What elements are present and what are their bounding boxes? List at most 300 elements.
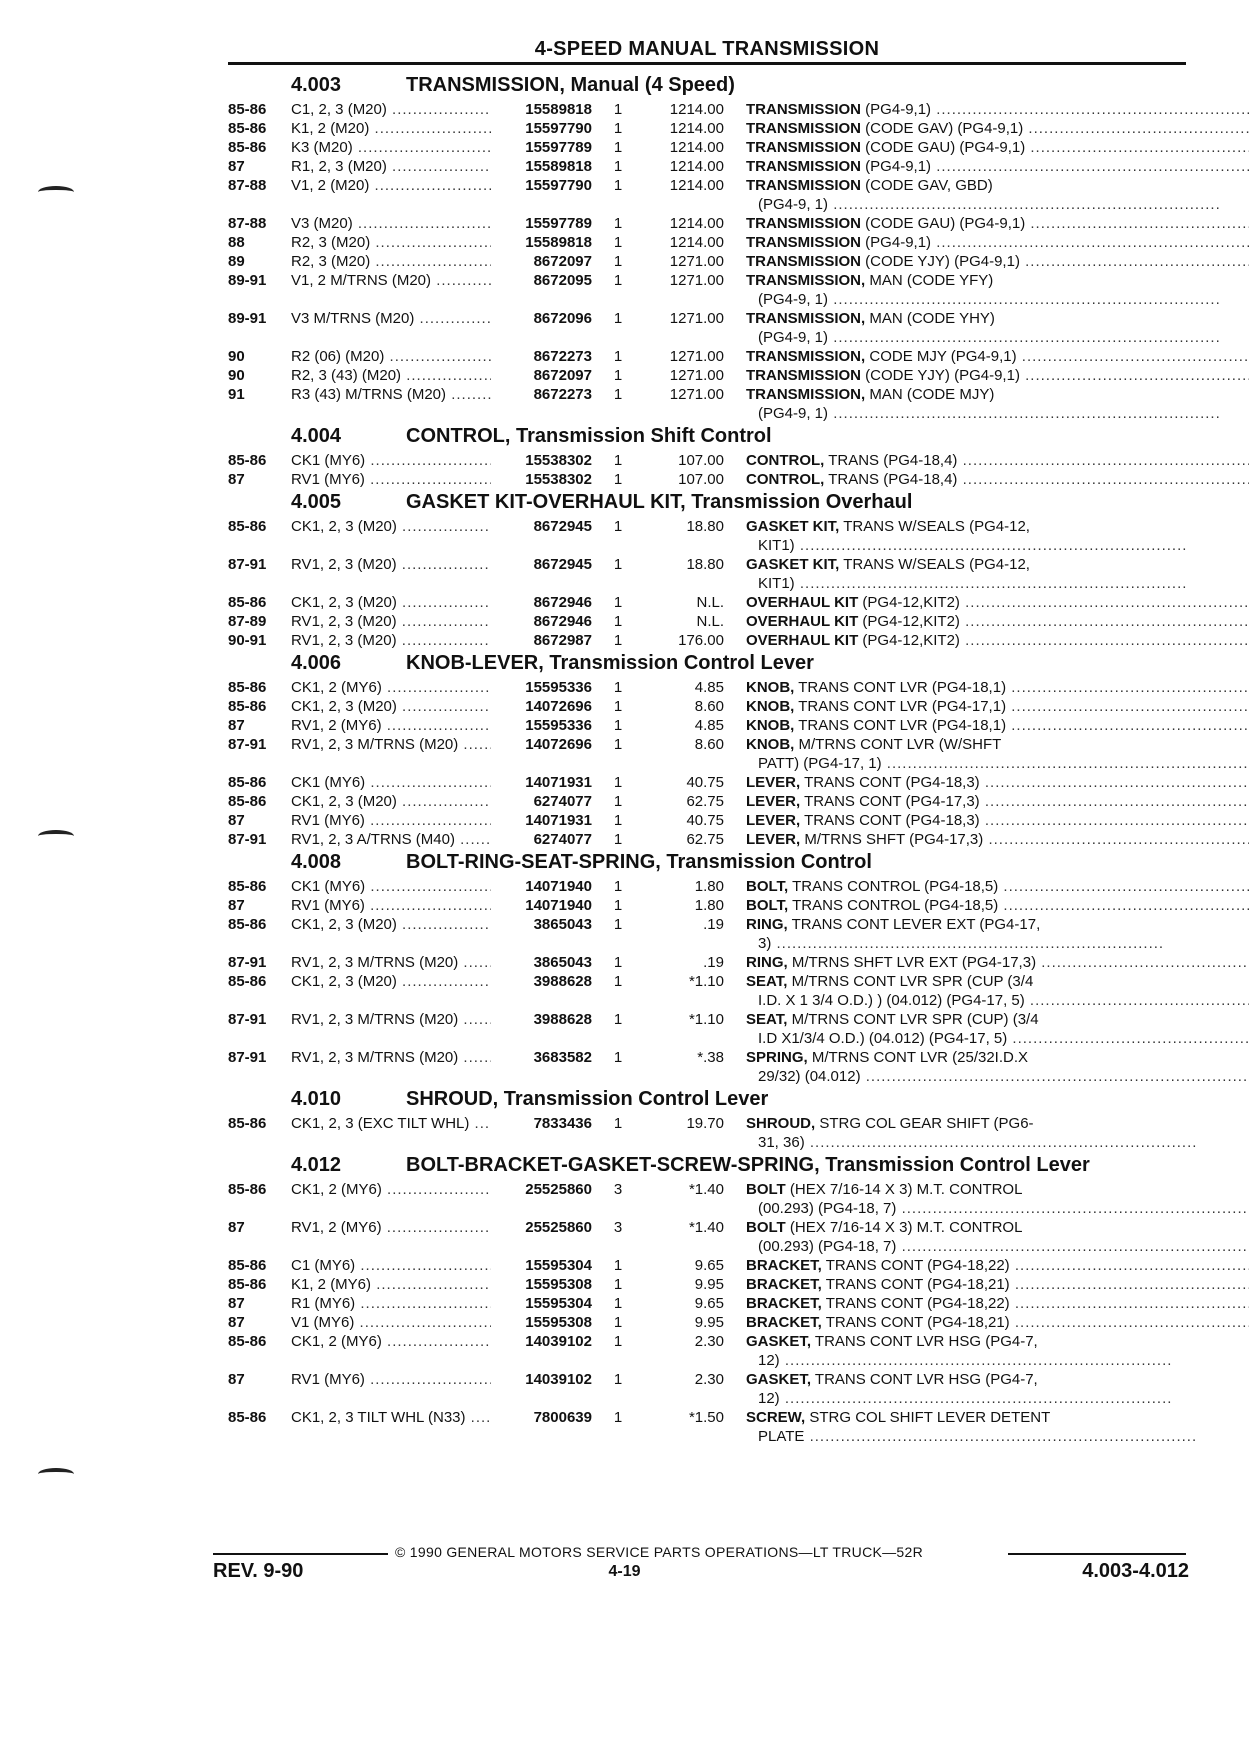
model-year: 87-91	[228, 556, 267, 573]
description-text: (PG4-12,KIT2)	[858, 594, 960, 611]
part-description	[746, 1275, 1249, 1294]
quantity: 1	[613, 101, 623, 118]
quantity: 1	[613, 272, 623, 289]
part-number: 15597790	[491, 176, 592, 195]
description-text: TRANS W/SEALS (PG4-12,	[839, 556, 1030, 573]
description-keyword: TRANSMISSION	[746, 177, 862, 194]
model-application: CK1, 2, 3 (M20) .....	[291, 792, 491, 811]
part-number: 15595304	[491, 1294, 592, 1313]
model-application: CK1, 2, 3 (EXC TILT WHL) .....	[291, 1114, 491, 1133]
model-year: 85-86	[228, 101, 267, 118]
part-number: 3865043	[491, 953, 592, 972]
description-line	[746, 877, 1249, 896]
model-application: RV1, 2 (MY6) .....	[291, 716, 491, 735]
description-text: TRANS CONTROL (PG4-18,5)	[788, 897, 999, 914]
part-description	[746, 1218, 1249, 1256]
description-line	[746, 697, 1249, 716]
part-number: 15595308	[491, 1275, 592, 1294]
part-description	[746, 252, 1249, 271]
description-line	[746, 404, 1221, 423]
part-row	[228, 1370, 1186, 1408]
model-year: 89	[228, 253, 245, 270]
price: 1271.00	[669, 367, 724, 384]
description-text: TRANS CONT (PG4-18,22)	[821, 1257, 1010, 1274]
model-year: 87-91	[228, 831, 267, 848]
model-application: CK1, 2 (MY6) .....	[291, 1180, 491, 1199]
price: 9.65	[694, 1257, 724, 1274]
price: 1214.00	[669, 215, 724, 232]
description-text: TRANS (PG4-18,4)	[824, 452, 958, 469]
description-keyword: TRANSMISSION,	[746, 310, 866, 327]
part-number: 7800639	[491, 1408, 592, 1427]
description-line	[746, 1237, 1249, 1256]
model-year: 87	[228, 471, 245, 488]
footer-rule-left	[213, 1553, 388, 1555]
description-text: TRANS CONT (PG4-18,3)	[800, 774, 980, 791]
description-text: TRANS CONT (PG4-17,3)	[800, 793, 980, 810]
description-line	[746, 517, 1187, 536]
part-description	[746, 233, 1249, 252]
part-number: 15595336	[491, 678, 592, 697]
description-text: (HEX 7/16-14 X 3) M.T. CONTROL	[785, 1181, 1023, 1198]
part-number: 6274077	[491, 830, 592, 849]
description-text: STRG COL GEAR SHIFT (PG6-	[815, 1115, 1034, 1132]
description-text: (CODE GAU) (PG4-9,1)	[861, 215, 1026, 232]
part-description	[746, 555, 1187, 593]
quantity: 1	[613, 774, 623, 791]
description-keyword: CONTROL,	[746, 452, 825, 469]
part-row	[228, 1313, 1186, 1332]
model-year: 85-86	[228, 774, 267, 791]
description-text: TRANS CONT LVR (PG4-18,1)	[794, 679, 1007, 696]
quantity: 1	[613, 812, 623, 829]
description-keyword: LEVER,	[746, 774, 801, 791]
description-line	[746, 934, 1186, 953]
part-row	[228, 271, 1186, 309]
model-year: 87	[228, 812, 245, 829]
description-keyword: TRANSMISSION,	[746, 348, 866, 365]
price: 1271.00	[669, 348, 724, 365]
description-keyword: GASKET,	[746, 1333, 812, 1350]
quantity: 3	[613, 1181, 623, 1198]
section-heading	[228, 74, 1186, 96]
model-year: 87	[228, 1219, 245, 1236]
description-text: I.D. X 1 3/4 O.D.) ) (04.012) (PG4-17, 5)	[758, 992, 1025, 1009]
model-year: 90	[228, 367, 245, 384]
model-application: RV1, 2, 3 (M20) .....	[291, 631, 491, 650]
part-description	[746, 773, 1249, 792]
part-number: 6274077	[491, 792, 592, 811]
section-heading	[228, 1154, 1186, 1176]
part-description	[746, 716, 1249, 735]
part-row	[228, 119, 1186, 138]
part-description	[746, 214, 1249, 233]
part-row	[228, 631, 1186, 650]
price: 2.30	[694, 1371, 724, 1388]
model-application: CK1, 2 (MY6) .....	[291, 1332, 491, 1351]
description-keyword: TRANSMISSION	[746, 139, 862, 156]
description-text: (PG4-9, 1)	[758, 291, 829, 308]
quantity: 1	[613, 613, 623, 630]
part-number: 15589818	[491, 233, 592, 252]
model-year: 85-86	[228, 698, 267, 715]
part-number: 14071931	[491, 773, 592, 792]
quantity: 1	[613, 717, 623, 734]
description-keyword: BOLT	[746, 1181, 786, 1198]
price: *1.10	[688, 973, 724, 990]
model-application: R2, 3 (M20) .....	[291, 233, 491, 252]
part-description	[746, 877, 1249, 896]
description-keyword: BRACKET,	[746, 1276, 822, 1293]
model-year: 85-86	[228, 139, 267, 156]
description-keyword: BRACKET,	[746, 1257, 822, 1274]
description-line	[746, 612, 1249, 631]
description-text: (PG4-9, 1)	[758, 196, 829, 213]
description-keyword: TRANSMISSION,	[746, 272, 866, 289]
model-year: 91	[228, 386, 245, 403]
model-year: 87-91	[228, 954, 267, 971]
quantity: 1	[613, 1295, 623, 1312]
description-line	[746, 1313, 1249, 1332]
quantity: 1	[613, 632, 623, 649]
section-number: 4.012	[291, 1154, 342, 1176]
description-text: TRANS CONT (PG4-18,3)	[800, 812, 980, 829]
part-number: 15589818	[491, 100, 592, 119]
model-application: RV1, 2, 3 M/TRNS (M20) .....	[291, 1010, 491, 1029]
model-year: 87-91	[228, 1049, 267, 1066]
model-year: 85-86	[228, 1115, 267, 1132]
description-keyword: TRANSMISSION	[746, 215, 862, 232]
header-rule	[228, 62, 1186, 65]
description-line	[746, 451, 1249, 470]
price: 9.95	[694, 1314, 724, 1331]
quantity: 1	[613, 1049, 623, 1066]
model-year: 87-88	[228, 177, 267, 194]
model-year: 85-86	[228, 518, 267, 535]
part-row	[228, 347, 1186, 366]
section-heading	[228, 851, 1186, 873]
model-application: C1, 2, 3 (M20) .....	[291, 100, 491, 119]
part-description	[746, 896, 1249, 915]
section-heading	[228, 652, 1186, 674]
quantity: 1	[613, 1371, 623, 1388]
quantity: 1	[613, 1276, 623, 1293]
part-description	[746, 811, 1249, 830]
part-row	[228, 451, 1186, 470]
model-year: 85-86	[228, 120, 267, 137]
description-line	[746, 1180, 1249, 1199]
part-number: 14071940	[491, 896, 592, 915]
description-text: (CODE YJY) (PG4-9,1)	[861, 253, 1020, 270]
description-line	[746, 138, 1249, 157]
section-title: KNOB-LEVER, Transmission Control Lever	[406, 652, 814, 674]
model-application: V1, 2 M/TRNS (M20) .....	[291, 271, 491, 290]
part-row	[228, 612, 1186, 631]
quantity: 1	[613, 973, 623, 990]
description-line	[746, 574, 1187, 593]
quantity: 1	[613, 916, 623, 933]
description-text: KIT1)	[758, 537, 795, 554]
quantity: 1	[613, 386, 623, 403]
model-application: RV1 (MY6) .....	[291, 470, 491, 489]
part-description	[746, 1408, 1197, 1446]
model-application: CK1, 2, 3 (M20) .....	[291, 972, 491, 991]
price: 40.75	[686, 812, 724, 829]
quantity: 1	[613, 793, 623, 810]
description-keyword: BRACKET,	[746, 1295, 822, 1312]
part-number: 8672096	[491, 309, 592, 328]
description-text: TRANS CONT (PG4-18,21)	[821, 1314, 1010, 1331]
model-application: CK1, 2, 3 (M20) .....	[291, 517, 491, 536]
description-keyword: LEVER,	[746, 793, 801, 810]
model-application: V3 (M20) .....	[291, 214, 491, 233]
model-application: CK1, 2, 3 (M20) .....	[291, 593, 491, 612]
description-keyword: KNOB,	[746, 717, 795, 734]
part-number: 8672946	[491, 593, 592, 612]
part-row	[228, 1048, 1186, 1086]
quantity: 1	[613, 1333, 623, 1350]
model-application: RV1 (MY6) .....	[291, 811, 491, 830]
part-description	[746, 517, 1187, 555]
description-keyword: OVERHAUL KIT	[746, 594, 859, 611]
description-line	[746, 555, 1187, 574]
description-line	[746, 157, 1249, 176]
part-description	[746, 1180, 1249, 1218]
description-line	[746, 1114, 1197, 1133]
footer-page-number: 4-19	[608, 1563, 641, 1580]
part-number: 3865043	[491, 915, 592, 934]
footer-copyright: © 1990 GENERAL MOTORS SERVICE PARTS OPERATIONS—LT TRUCK—52R	[395, 1544, 924, 1560]
price: 1214.00	[669, 234, 724, 251]
part-description	[746, 697, 1249, 716]
model-application: CK1 (MY6) .....	[291, 451, 491, 470]
quantity: 1	[613, 1409, 623, 1426]
description-text: (PG4-9,1)	[861, 234, 932, 251]
price: 1214.00	[669, 177, 724, 194]
model-application: R2, 3 (43) (M20) .....	[291, 366, 491, 385]
part-row	[228, 1294, 1186, 1313]
section-heading	[228, 491, 1186, 513]
description-keyword: SPRING,	[746, 1049, 808, 1066]
part-row	[228, 697, 1186, 716]
part-description	[746, 830, 1249, 849]
price: 18.80	[686, 556, 724, 573]
part-number: 15589818	[491, 157, 592, 176]
model-application: CK1, 2, 3 (M20) .....	[291, 697, 491, 716]
description-keyword: OVERHAUL KIT	[746, 632, 859, 649]
quantity: 1	[613, 736, 623, 753]
part-row	[228, 830, 1186, 849]
description-keyword: KNOB,	[746, 679, 795, 696]
description-line	[746, 328, 1221, 347]
model-application: R1 (MY6) .....	[291, 1294, 491, 1313]
part-row	[228, 896, 1186, 915]
binder-hole-mark	[38, 830, 74, 842]
model-application: R2 (06) (M20) .....	[291, 347, 491, 366]
description-keyword: TRANSMISSION	[746, 158, 862, 175]
description-text: (00.293) (PG4-18, 7)	[758, 1238, 897, 1255]
description-keyword: TRANSMISSION	[746, 120, 862, 137]
part-description	[746, 451, 1249, 470]
description-line	[746, 233, 1249, 252]
part-description	[746, 1370, 1186, 1408]
description-line	[746, 1218, 1249, 1237]
description-text: 3)	[758, 935, 772, 952]
part-row	[228, 1218, 1186, 1256]
description-text: (PG4-12,KIT2)	[858, 613, 960, 630]
description-line	[746, 1389, 1186, 1408]
part-row	[228, 157, 1186, 176]
part-number: 7833436	[491, 1114, 592, 1133]
description-text: (CODE GAU) (PG4-9,1)	[861, 139, 1026, 156]
footer-section-range: 4.003-4.012	[1082, 1560, 1189, 1582]
part-row	[228, 1408, 1186, 1446]
model-application: CK1, 2, 3 (M20) .....	[291, 915, 491, 934]
model-application: RV1, 2, 3 A/TRNS (M40) .....	[291, 830, 491, 849]
part-number: 8672987	[491, 631, 592, 650]
description-line	[746, 195, 1221, 214]
quantity: 1	[613, 878, 623, 895]
quantity: 1	[613, 1314, 623, 1331]
part-description	[746, 1114, 1197, 1152]
description-line	[746, 1048, 1249, 1067]
quantity: 1	[613, 518, 623, 535]
model-application: K1, 2 (MY6) .....	[291, 1275, 491, 1294]
part-description	[746, 915, 1186, 953]
description-text: TRANS W/SEALS (PG4-12,	[839, 518, 1030, 535]
price: *1.40	[688, 1219, 724, 1236]
part-description	[746, 1010, 1249, 1048]
quantity: 1	[613, 158, 623, 175]
description-keyword: SEAT,	[746, 1011, 788, 1028]
part-description	[746, 1048, 1249, 1086]
price: 1214.00	[669, 120, 724, 137]
section-title: TRANSMISSION, Manual (4 Speed)	[406, 74, 735, 96]
section-title: CONTROL, Transmission Shift Control	[406, 425, 772, 447]
description-keyword: GASKET KIT,	[746, 556, 840, 573]
model-year: 90	[228, 348, 245, 365]
part-description	[746, 138, 1249, 157]
quantity: 1	[613, 139, 623, 156]
section-title: SHROUD, Transmission Control Lever	[406, 1088, 769, 1110]
part-description	[746, 271, 1221, 309]
description-text: TRANS CONT (PG4-18,21)	[821, 1276, 1010, 1293]
description-keyword: RING,	[746, 916, 788, 933]
part-number: 15595336	[491, 716, 592, 735]
description-text: MAN (CODE YFY)	[865, 272, 994, 289]
price: 8.60	[694, 736, 724, 753]
part-description	[746, 385, 1221, 423]
quantity: 1	[613, 831, 623, 848]
part-number: 8672945	[491, 517, 592, 536]
model-year: 88	[228, 234, 245, 251]
model-application: CK1, 2, 3 TILT WHL (N33) .....	[291, 1408, 491, 1427]
model-application: RV1, 2, 3 M/TRNS (M20) .....	[291, 735, 491, 754]
model-year: 87	[228, 1295, 245, 1312]
part-description	[746, 157, 1249, 176]
part-number: 15595304	[491, 1256, 592, 1275]
section-heading	[228, 1088, 1186, 1110]
part-row	[228, 972, 1186, 1010]
model-year: 87-88	[228, 215, 267, 232]
description-text: (00.293) (PG4-18, 7)	[758, 1200, 897, 1217]
model-application: CK1 (MY6) .....	[291, 877, 491, 896]
model-year: 87-91	[228, 736, 267, 753]
model-application: CK1, 2 (MY6) .....	[291, 678, 491, 697]
description-line	[746, 716, 1249, 735]
section-heading	[228, 425, 1186, 447]
description-keyword: TRANSMISSION,	[746, 386, 866, 403]
description-line	[746, 953, 1249, 972]
model-year: 85-86	[228, 1409, 267, 1426]
part-row	[228, 915, 1186, 953]
description-text: (HEX 7/16-14 X 3) M.T. CONTROL	[785, 1219, 1023, 1236]
description-text: I.D X1/3/4 O.D.) (04.012) (PG4-17, 5)	[758, 1030, 1008, 1047]
price: *.38	[697, 1049, 724, 1066]
part-number: 14071931	[491, 811, 592, 830]
description-line	[746, 915, 1186, 934]
description-text: TRANS CONTROL (PG4-18,5)	[788, 878, 999, 895]
part-row	[228, 593, 1186, 612]
part-row	[228, 517, 1186, 555]
quantity: 1	[613, 679, 623, 696]
part-description	[746, 366, 1249, 385]
quantity: 1	[613, 1115, 623, 1132]
model-year: 87	[228, 158, 245, 175]
model-application: RV1, 2, 3 M/TRNS (M20) .....	[291, 953, 491, 972]
description-line	[746, 1351, 1186, 1370]
part-number: 14039102	[491, 1332, 592, 1351]
description-text: MAN (CODE MJY)	[865, 386, 995, 403]
price: N.L.	[696, 613, 724, 630]
price: 9.95	[694, 1276, 724, 1293]
part-row	[228, 792, 1186, 811]
binder-hole-mark	[38, 1468, 74, 1480]
quantity: 1	[613, 234, 623, 251]
description-text: M/TRNS SHFT LVR EXT (PG4-17,3)	[787, 954, 1037, 971]
part-row	[228, 252, 1186, 271]
section-title: BOLT-BRACKET-GASKET-SCREW-SPRING, Transmission Control Lever	[406, 1154, 1090, 1176]
part-number: 8672273	[491, 347, 592, 366]
model-year: 89-91	[228, 310, 267, 327]
price: N.L.	[696, 594, 724, 611]
description-text: TRANS CONT LVR HSG (PG4-7,	[811, 1371, 1038, 1388]
description-text: M/TRNS CONT LVR (25/32I.D.X	[807, 1049, 1029, 1066]
description-text: KIT1)	[758, 575, 795, 592]
part-row	[228, 773, 1186, 792]
part-number: 15595308	[491, 1313, 592, 1332]
part-number: 15597789	[491, 214, 592, 233]
section-title: GASKET KIT-OVERHAUL KIT, Transmission Overhaul	[406, 491, 913, 513]
section-number: 4.006	[291, 652, 342, 674]
price: 1214.00	[669, 139, 724, 156]
part-number: 8672097	[491, 366, 592, 385]
price: 1271.00	[669, 386, 724, 403]
description-line	[746, 366, 1249, 385]
model-year: 85-86	[228, 594, 267, 611]
part-row	[228, 555, 1186, 593]
part-row	[228, 470, 1186, 489]
model-application: K1, 2 (M20) .....	[291, 119, 491, 138]
part-number: 8672273	[491, 385, 592, 404]
description-line	[746, 214, 1249, 233]
page-title: 4-SPEED MANUAL TRANSMISSION	[534, 38, 880, 60]
description-line	[746, 754, 1249, 773]
description-line	[746, 1133, 1197, 1152]
part-number: 8672097	[491, 252, 592, 271]
description-text: 12)	[758, 1390, 780, 1407]
description-keyword: TRANSMISSION	[746, 101, 862, 118]
